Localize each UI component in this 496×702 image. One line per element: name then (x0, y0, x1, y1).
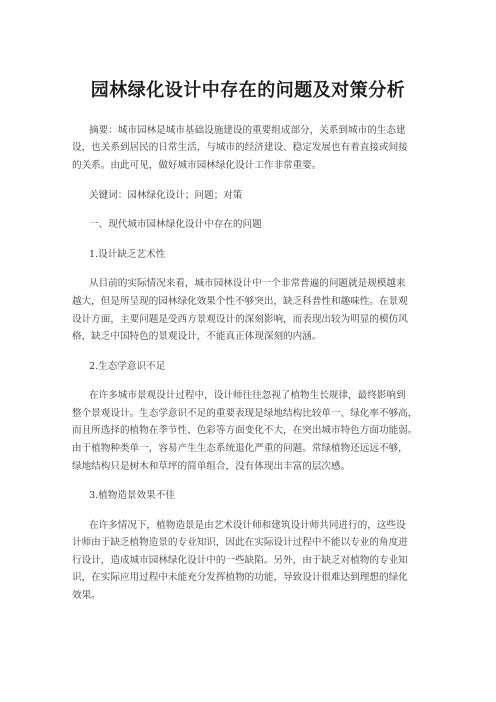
paragraph-line: 效果。 (72, 590, 101, 601)
subsection-heading-1: 1.设计缺乏艺术性 (89, 249, 166, 260)
paragraph-line: 在许多城市景观设计过程中，设计师往往忽视了植物生长规律，最终影响到 (89, 390, 406, 401)
paragraph-line: 而且所选择的植物在季节性、色彩等方面变化不大，在突出城市特色方面功能弱。 (72, 425, 418, 436)
paragraph-line: 绿地结构只是树木和草坪的简单组合，没有体现出丰富的层次感。 (72, 461, 351, 472)
paragraph-line: 识，在实际应用过程中未能充分发挥植物的功能，导致设计很难达到理想的绿化 (72, 572, 408, 583)
subsection-heading-3: 3.植物造景效果不佳 (89, 490, 175, 501)
document-title: 园林绿化设计中存在的问题及对策分析 (90, 80, 406, 101)
paragraph-line: 越大，但是所呈现的园林绿化效果个性不够突出，缺乏科普性和趣味性。在景观 (72, 296, 408, 307)
paragraph-line: 计师由于缺乏植物造景的专业知识，因此在实际设计过程中不能以专业的角度进 (72, 537, 408, 548)
paragraph-line: 整个景观设计。生态学意识不足的重要表现是绿地结构比较单一、绿化率不够高， (72, 408, 418, 419)
section-heading-1: 一、现代城市园林绿化设计中存在的问题 (89, 219, 262, 230)
paragraph-line: 行设计，造成城市园林绿化设计中的一些缺陷。另外，由于缺乏对植物的专业知 (72, 555, 408, 566)
keywords: 关键词：园林绿化设计；问题；对策 (89, 190, 243, 201)
paragraph-line: 由于植物种类单一，容易产生生态系统退化严重的问题。常绿植物还远远不够， (72, 443, 408, 454)
paragraph-line: 格，缺乏中国特色的景观设计，不能真正体现深刻的内涵。 (72, 331, 322, 342)
paragraph-line: 设计方面，主要问题是受西方景观设计的深刻影响，而表现出较为明显的模仿风 (72, 314, 408, 325)
abstract-line: 设，也关系到居民的日常生活，与城市的经济建设、稳定发展也有着直接或间接 (72, 142, 408, 153)
paragraph-line: 从目前的实际情况来看，城市园林设计中一个非常普遍的问题就是规模越来 (89, 278, 406, 289)
abstract-line: 的关系。由此可见，做好城市园林绿化设计工作非常重要。 (72, 160, 322, 171)
subsection-heading-2: 2.生态学意识不足 (89, 361, 166, 372)
abstract-line: 摘要：城市园林是城市基础设施建设的重要组成部分，关系到城市的生态建 (89, 125, 406, 136)
paragraph-line: 在许多情况下，植物造景是由艺术设计师和建筑设计师共同进行的，这些设 (89, 520, 406, 531)
